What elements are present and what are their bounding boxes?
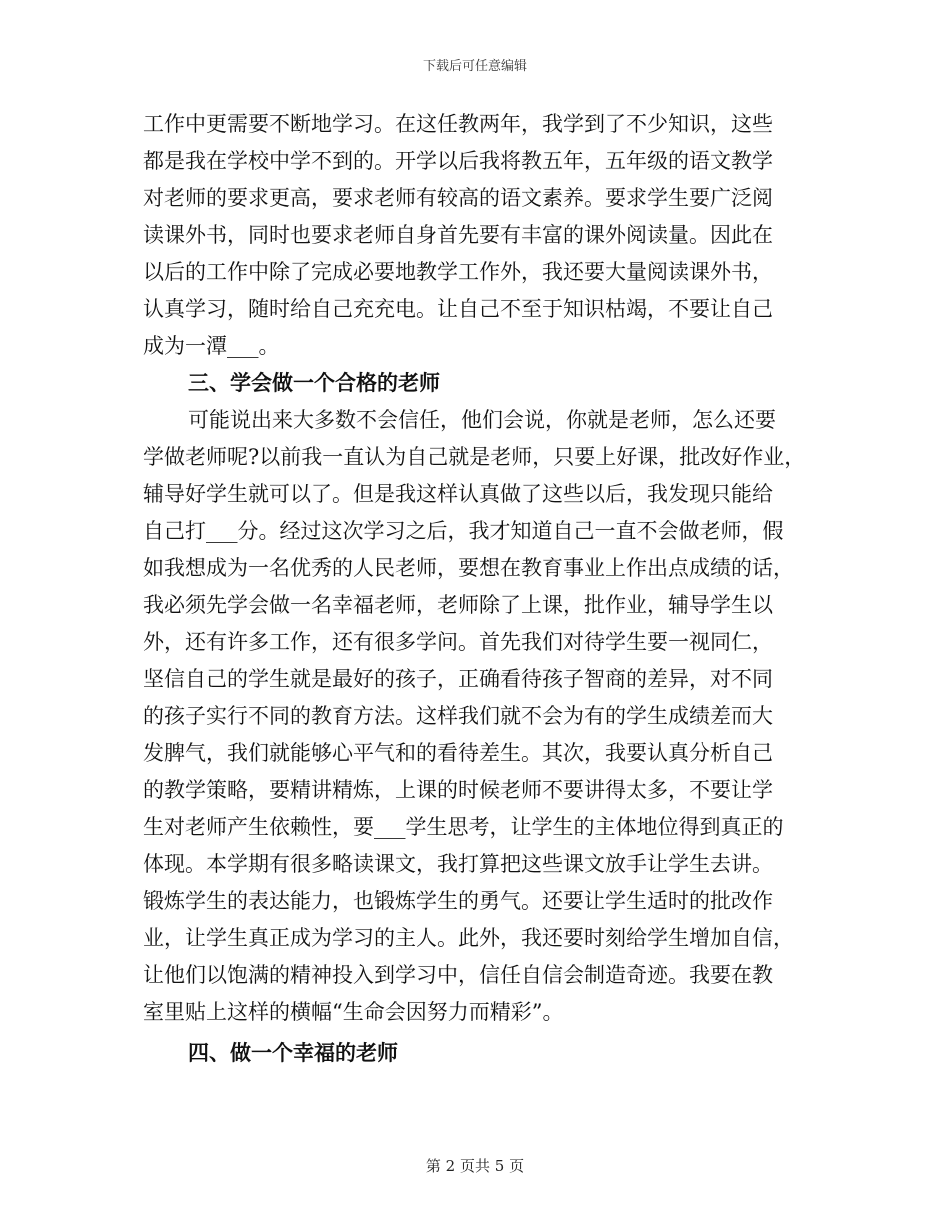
body-line: 业，让学生真正成为学习的主人。此外，我还要时刻给学生增加自信， [143, 926, 794, 950]
body-line: 都是我在学校中学不到的。开学以后我将教五年，五年级的语文教学 [143, 149, 773, 173]
body-line: 我必须先学会做一名幸福老师，老师除了上课，批作业，辅导学生以 [143, 593, 773, 617]
body-line: 辅导好学生就可以了。但是我这样认真做了这些以后，我发现只能给 [143, 482, 773, 506]
body-line: 外，还有许多工作，还有很多学问。首先我们对待学生要一视同仁， [143, 630, 773, 654]
body-line: 让他们以饱满的精神投入到学习中，信任自信会制造奇迹。我要在教 [143, 963, 773, 987]
body-line: 对老师的要求更高，要求老师有较高的语文素养。要求学生要广泛阅 [143, 186, 773, 210]
body-line: 室里贴上这样的横幅“生命会因努力而精彩”。 [143, 1000, 564, 1024]
body-line: 体现。本学期有很多略读课文，我打算把这些课文放手让学生去讲。 [143, 852, 773, 876]
body-line: 生对老师产生依赖性，要___学生思考，让学生的主体地位得到真正的 [143, 815, 784, 839]
section-heading: 四、做一个幸福的老师 [188, 1040, 398, 1065]
body-line: 如我想成为一名优秀的人民老师，要想在教育事业上作出点成绩的话， [143, 556, 794, 580]
body-line: 学做老师呢?以前我一直认为自己就是老师，只要上好课，批改好作业， [143, 445, 806, 469]
body-line: 以后的工作中除了完成必要地教学工作外，我还要大量阅读课外书， [143, 260, 773, 284]
body-line: 成为一潭___。 [143, 334, 280, 358]
section-heading: 三、学会做一个合格的老师 [188, 370, 440, 395]
body-line: 读课外书，同时也要求老师自身首先要有丰富的课外阅读量。因此在 [143, 223, 773, 247]
body-line: 工作中更需要不断地学习。在这任教两年，我学到了不少知识，这些 [143, 112, 773, 136]
body-line: 自己打___分。经过这次学习之后，我才知道自己一直不会做老师，假 [143, 519, 784, 543]
page-header: 下载后可任意编辑 [422, 59, 527, 74]
body-line: 的教学策略，要精讲精炼，上课的时候老师不要讲得太多，不要让学 [143, 778, 773, 802]
body-line: 锻炼学生的表达能力，也锻炼学生的勇气。还要让学生适时的批改作 [143, 889, 773, 913]
body-line: 坚信自己的学生就是最好的孩子，正确看待孩子智商的差异，对不同 [143, 667, 773, 691]
body-line: 可能说出来大多数不会信任，他们会说，你就是老师，怎么还要 [188, 408, 776, 432]
page-footer: 第 2 页共 5 页 [425, 1157, 525, 1175]
body-line: 的孩子实行不同的教育方法。这样我们就不会为有的学生成绩差而大 [143, 704, 773, 728]
body-line: 发脾气，我们就能够心平气和的看待差生。其次，我要认真分析自己 [143, 741, 773, 765]
body-line: 认真学习，随时给自己充充电。让自己不至于知识枯竭，不要让自己 [143, 297, 773, 321]
